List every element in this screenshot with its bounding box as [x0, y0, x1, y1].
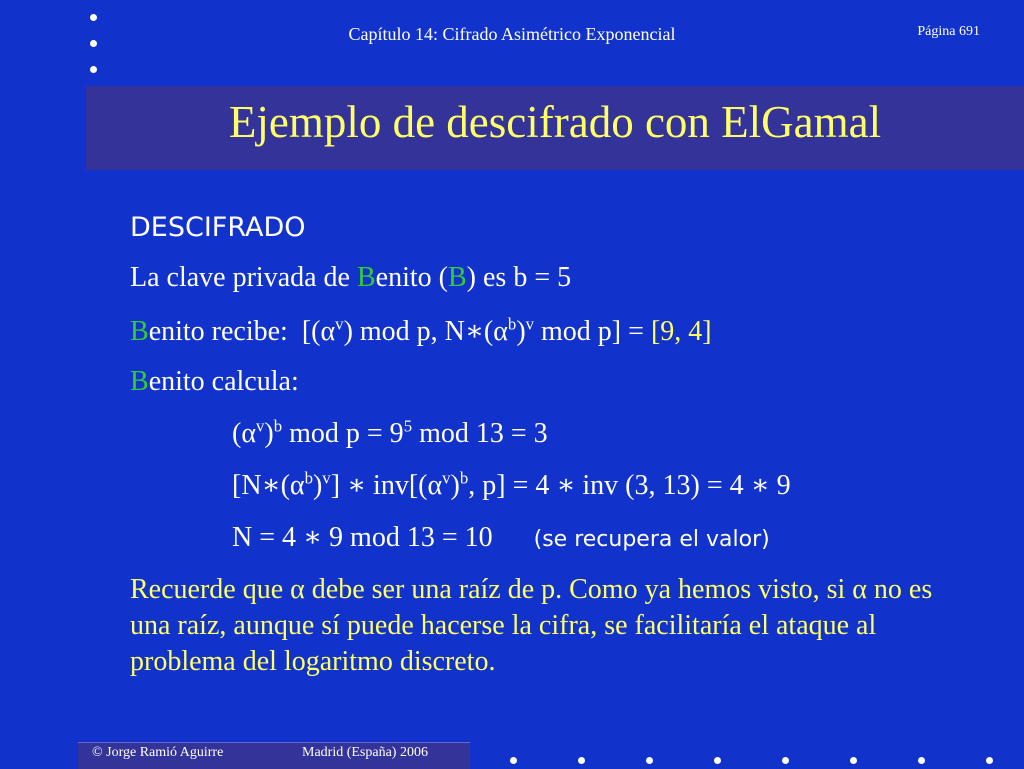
- recovered-note: (se recupera el valor): [533, 527, 770, 552]
- private-key-line: [130, 262, 571, 294]
- calc-step-2: $[N∗(\alpha^b)^v]$ ∗ $inv[(\alpha^v)^b$, p] = 4 ∗ inv (3, 13) = 4 ∗ 9: [232, 468, 791, 501]
- benito-initial: B: [130, 316, 149, 347]
- calc-step-3-expr: N = 4 ∗ 9 mod 13 = 10: [232, 522, 493, 553]
- decorative-dot: [782, 757, 789, 764]
- decorative-dot: [986, 757, 993, 764]
- footer-author: © Jorge Ramió Aguirre: [92, 745, 224, 760]
- slide-title: Ejemplo de descifrado con ElGamal: [228, 97, 882, 147]
- benito-initial: B: [130, 366, 149, 397]
- calculates-line: [130, 366, 299, 398]
- footer-place: Madrid (España) 2006: [302, 745, 428, 760]
- decorative-dot: [646, 757, 653, 764]
- calculates-text: enito calcula:: [148, 366, 299, 397]
- receives-line: [130, 314, 712, 348]
- received-values: [9, 4]: [650, 316, 712, 347]
- benito-initial: B: [356, 262, 376, 293]
- line1-mid: enito (: [375, 262, 448, 293]
- decorative-dot: [90, 14, 97, 21]
- line1-post: ) es b = 5: [466, 262, 572, 293]
- reminder-paragraph: Recuerde que α debe ser una raíz de p. Como ya hemos visto, si α no es una raíz, aunque sí puede hacerse la cifra, se facilitaría el ataque al problema del logaritmo discreto.: [130, 574, 933, 677]
- decorative-dot: [918, 757, 925, 764]
- line1-pre: La clave privada de: [130, 262, 357, 293]
- calc-step-1: $(\alpha^v)^b$ mod $p = 9^5$ mod 13 = 3: [232, 416, 548, 449]
- chapter-header: Capítulo 14: Cifrado Asimétrico Exponencial: [348, 24, 676, 44]
- decorative-dot: [850, 757, 857, 764]
- section-label: DESCIFRADO: [130, 212, 306, 243]
- decorative-dot: [90, 66, 97, 73]
- decorative-dot: [510, 757, 517, 764]
- page-number: Página 691: [917, 24, 980, 39]
- benito-initial: B: [447, 262, 467, 293]
- calc-step-3: [232, 520, 770, 554]
- decorative-dot: [714, 757, 721, 764]
- decorative-dot: [578, 757, 585, 764]
- receives-text: enito recibe: [$(\alpha^v)$ mod p, $N∗(\alpha^b)^v$ mod p] =: [148, 314, 651, 347]
